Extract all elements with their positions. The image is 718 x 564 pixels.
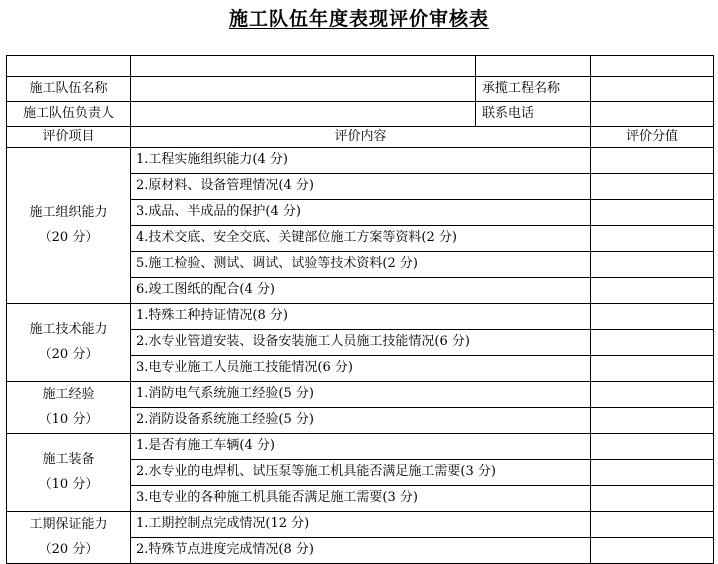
category-name: 施工装备 (42, 451, 95, 467)
table-row (7, 148, 714, 174)
table-row (7, 304, 714, 330)
table-row (7, 434, 714, 460)
category-points: （20 分） (38, 346, 99, 362)
project-field[interactable] (591, 77, 714, 102)
score-field[interactable] (591, 408, 714, 434)
score-field[interactable] (591, 148, 714, 174)
criterion-text: 3.成品、半成品的保护(4 分) (131, 200, 591, 226)
criterion-text: 2.原材料、设备管理情况(4 分) (131, 174, 591, 200)
category-cell (7, 304, 131, 382)
score-field[interactable] (591, 538, 714, 564)
phone-field[interactable] (591, 102, 714, 127)
score-field[interactable] (591, 226, 714, 252)
criterion-text: 2.水专业管道安装、设备安装施工人员施工技能情况(6 分) (131, 330, 591, 356)
score-field[interactable] (591, 512, 714, 538)
criterion-text: 6.竣工图纸的配合(4 分) (131, 278, 591, 304)
criterion-text: 1.工程实施组织能力(4 分) (131, 148, 591, 174)
score-field[interactable] (591, 200, 714, 226)
category-name: 施工组织能力 (29, 204, 108, 220)
category-name: 施工技术能力 (29, 321, 108, 337)
category-cell (7, 434, 131, 512)
category-name: 施工经验 (42, 386, 95, 402)
category-cell (7, 148, 131, 304)
score-field[interactable] (591, 434, 714, 460)
score-field[interactable] (591, 330, 714, 356)
score-field[interactable] (591, 252, 714, 278)
criterion-text: 5.施工检验、测试、调试、试验等技术资料(2 分) (131, 252, 591, 278)
criterion-text: 1.消防电气系统施工经验(5 分) (131, 382, 591, 408)
table-row (7, 512, 714, 538)
criterion-text: 3.电专业施工人员施工技能情况(6 分) (131, 356, 591, 382)
score-field[interactable] (591, 382, 714, 408)
score-field[interactable] (591, 356, 714, 382)
col-item-header: 评价项目 (7, 127, 131, 148)
team-name-field[interactable] (131, 77, 476, 102)
score-field[interactable] (591, 278, 714, 304)
criterion-text: 1.工期控制点完成情况(12 分) (131, 512, 591, 538)
document-title: 施工队伍年度表现评价审核表 (228, 8, 489, 30)
category-points: （10 分） (38, 476, 99, 492)
criterion-text: 2.水专业的电焊机、试压泵等施工机具能否满足施工需要(3 分) (131, 460, 591, 486)
phone-label: 联系电话 (476, 102, 591, 127)
spacer-row (7, 56, 714, 77)
evaluation-table (6, 55, 714, 564)
category-cell (7, 512, 131, 564)
criterion-text: 3.电专业的各种施工机具能否满足施工需要(3 分) (131, 486, 591, 512)
criterion-text: 1.是否有施工车辆(4 分) (131, 434, 591, 460)
category-points: （10 分） (38, 411, 99, 427)
criterion-text: 1.特殊工种持证情况(8 分) (131, 304, 591, 330)
category-cell (7, 382, 131, 434)
category-name: 工期保证能力 (29, 516, 108, 532)
project-label: 承揽工程名称 (476, 77, 591, 102)
column-header-row (7, 127, 714, 148)
table-row (7, 382, 714, 408)
col-score-header: 评价分值 (591, 127, 714, 148)
category-points: （20 分） (38, 229, 99, 245)
team-name-row (7, 77, 714, 102)
score-field[interactable] (591, 486, 714, 512)
team-name-label: 施工队伍名称 (7, 77, 131, 102)
criterion-text: 4.技术交底、安全交底、关键部位施工方案等资料(2 分) (131, 226, 591, 252)
score-field[interactable] (591, 304, 714, 330)
criterion-text: 2.特殊节点进度完成情况(8 分) (131, 538, 591, 564)
category-points: （20 分） (38, 541, 99, 557)
criterion-text: 2.消防设备系统施工经验(5 分) (131, 408, 591, 434)
leader-label: 施工队伍负责人 (7, 102, 131, 127)
leader-field[interactable] (131, 102, 476, 127)
leader-row (7, 102, 714, 127)
col-content-header: 评价内容 (131, 127, 591, 148)
score-field[interactable] (591, 174, 714, 200)
score-field[interactable] (591, 460, 714, 486)
